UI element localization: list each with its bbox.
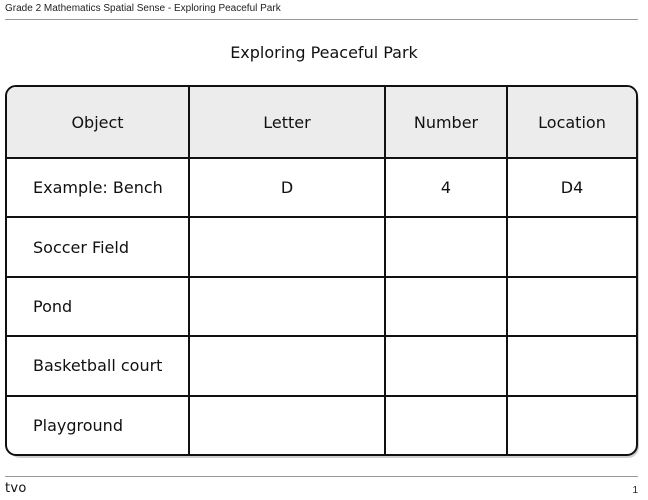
object-cell: Pond bbox=[7, 277, 189, 336]
column-header-object: Object bbox=[7, 87, 189, 158]
location-answer-cell[interactable] bbox=[507, 217, 636, 276]
letter-answer-cell[interactable] bbox=[189, 217, 385, 276]
table-row bbox=[7, 158, 636, 217]
number-answer-cell[interactable] bbox=[385, 217, 507, 276]
column-header-location: Location bbox=[507, 87, 636, 158]
table-row bbox=[7, 336, 636, 395]
location-grid bbox=[7, 87, 636, 454]
letter-answer-cell[interactable] bbox=[189, 277, 385, 336]
tvo-logo: tvo bbox=[5, 481, 27, 496]
table-row bbox=[7, 217, 636, 276]
table-header-row bbox=[7, 87, 636, 158]
letter-answer-cell[interactable] bbox=[189, 396, 385, 454]
object-cell: Playground bbox=[7, 396, 189, 454]
location-cell: D4 bbox=[507, 158, 636, 217]
number-answer-cell[interactable] bbox=[385, 336, 507, 395]
table-row bbox=[7, 396, 636, 454]
location-answer-cell[interactable] bbox=[507, 396, 636, 454]
number-answer-cell[interactable] bbox=[385, 277, 507, 336]
footer-divider bbox=[5, 476, 638, 477]
table-row bbox=[7, 277, 636, 336]
header-divider bbox=[5, 19, 638, 20]
letter-cell: D bbox=[189, 158, 385, 217]
object-cell: Basketball court bbox=[7, 336, 189, 395]
letter-answer-cell[interactable] bbox=[189, 336, 385, 395]
location-table bbox=[5, 85, 638, 456]
number-cell: 4 bbox=[385, 158, 507, 217]
page-number: 1 bbox=[632, 485, 638, 496]
document-header: Grade 2 Mathematics Spatial Sense - Exploring Peaceful Park bbox=[5, 3, 281, 14]
object-cell: Soccer Field bbox=[7, 217, 189, 276]
location-answer-cell[interactable] bbox=[507, 336, 636, 395]
object-cell: Example: Bench bbox=[7, 158, 189, 217]
column-header-number: Number bbox=[385, 87, 507, 158]
worksheet-title: Exploring Peaceful Park bbox=[230, 43, 418, 62]
column-header-letter: Letter bbox=[189, 87, 385, 158]
number-answer-cell[interactable] bbox=[385, 396, 507, 454]
location-answer-cell[interactable] bbox=[507, 277, 636, 336]
